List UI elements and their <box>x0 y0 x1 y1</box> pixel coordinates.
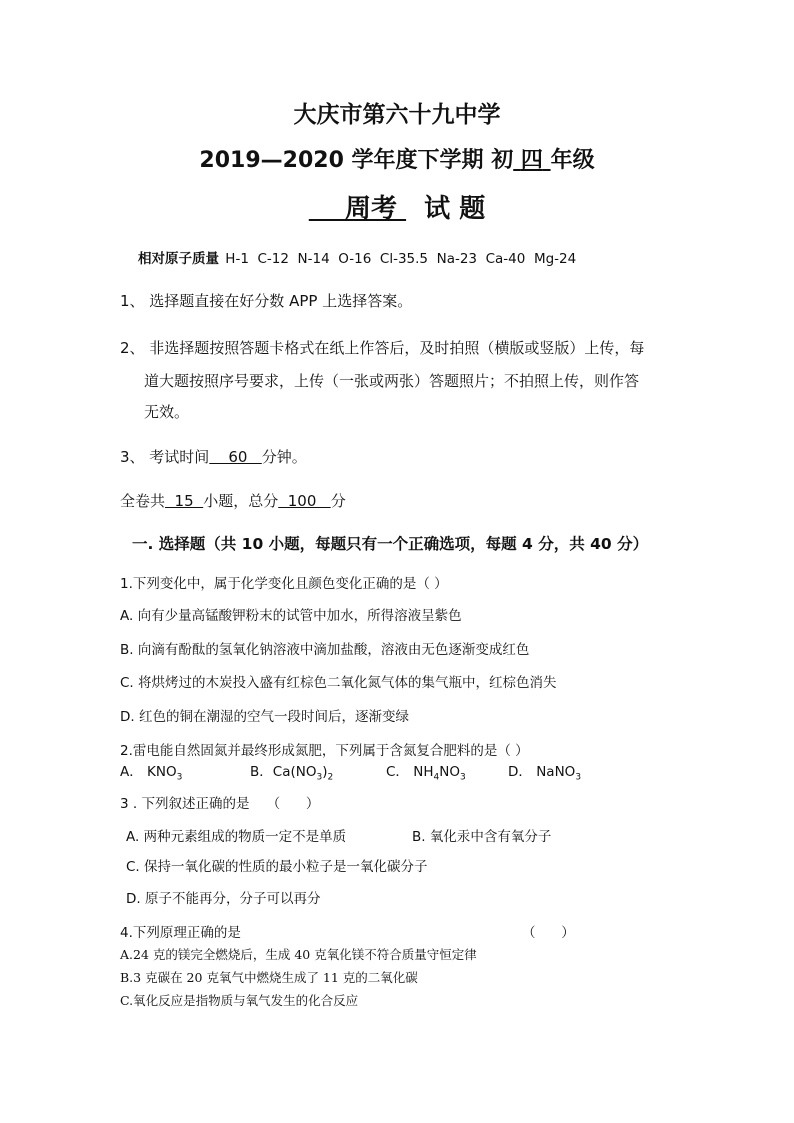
note-2-line-3: 无效。 <box>144 403 190 421</box>
question-2-option-a: A． $KNO_3$ <box>120 764 183 783</box>
grade-underlined: 四 <box>520 148 543 173</box>
question-1-option-c: C. 将烘烤过的木炭投入盛有红棕色二氧化氮气体的集气瓶中，红棕色消失 <box>120 675 557 691</box>
atomic-mass-values: H-1 C-12 N-14 O-16 Cl-35.5 Na-23 Ca-40 Mg-24 <box>225 251 577 267</box>
total-score: 100 <box>278 492 331 510</box>
term-suffix: 年级 <box>550 148 595 173</box>
question-4-answer-paren: （ ） <box>522 925 575 941</box>
question-3-option-c: C. 保持一氧化碳的性质的最小粒子是一氧化碳分子 <box>126 859 428 875</box>
question-1-option-d: D. 红色的铜在潮湿的空气一段时间后，逐渐变绿 <box>120 709 409 725</box>
question-3-option-d: D. 原子不能再分，分子可以再分 <box>126 891 321 907</box>
paper-title-text: 试 题 <box>424 194 486 224</box>
question-3-option-a: A. 两种元素组成的物质一定不是单质 <box>126 829 347 845</box>
question-count: 15 <box>165 492 204 510</box>
atomic-mass-line <box>138 247 576 267</box>
question-3-stem: 3 . 下列叙述正确的是 （ ） <box>120 796 320 812</box>
question-1-option-b: B. 向滴有酚酞的氢氧化钠溶液中滴加盐酸，溶液由无色逐渐变成红色 <box>120 642 530 658</box>
question-4-option-a: A.24 克的镁完全燃烧后，生成 40 克氧化镁不符合质量守恒定律 <box>120 947 477 962</box>
question-2-option-c: C． $NH_4NO_3$ <box>386 764 466 783</box>
total-info: 全卷共 15 小题，总分 100 分 <box>120 492 346 510</box>
question-4-stem: 4.下列原理正确的是 <box>120 925 241 941</box>
atomic-mass-label: 相对原子质量 <box>138 251 219 267</box>
question-4-option-b: B.3 克碳在 20 克氧气中燃烧生成了 11 克的二氧化碳 <box>120 970 418 985</box>
question-3-option-b: B. 氧化汞中含有氧分子 <box>412 829 552 845</box>
note-2-line-2: 道大题按照序号要求，上传（一张或两张）答题照片；不拍照上传，则作答 <box>144 372 640 390</box>
question-1-stem: 1.下列变化中，属于化学变化且颜色变化正确的是（ ） <box>120 576 448 592</box>
question-1-option-a: A. 向有少量高锰酸钾粉末的试管中加水，所得溶液呈紫色 <box>120 608 462 624</box>
question-2-stem: 2.雷电能自然固氮并最终形成氮肥，下列属于含氮复合肥料的是（ ） <box>120 743 529 759</box>
paper-title <box>0 188 794 225</box>
note-2-line-1: 2、 非选择题按照答题卡格式在纸上作答后，及时拍照（横版或竖版）上传，每 <box>120 339 645 357</box>
school-name: 大庆市第六十九中学 <box>293 101 501 128</box>
exam-duration: 60 <box>209 448 262 466</box>
question-2-option-b: B．$Ca(NO_3)_2$ <box>250 764 334 783</box>
term-prefix: 2019—2020 学年度下学期 初 <box>199 148 514 173</box>
note-1: 1、 选择题直接在好分数 APP 上选择答案。 <box>120 292 413 310</box>
paper-type: 周考 <box>344 194 397 224</box>
term-title <box>0 143 794 174</box>
question-2-option-d: D． NaNO$_3$ <box>508 764 582 783</box>
question-4-option-c: C.氧化反应是指物质与氧气发生的化合反应 <box>120 993 359 1008</box>
section-title: 一. 选择题（共 10 小题，每题只有一个正确选项，每题 4 分，共 40 分） <box>132 535 649 553</box>
note-3: 3、 考试时间 60 分钟。 <box>120 448 307 466</box>
